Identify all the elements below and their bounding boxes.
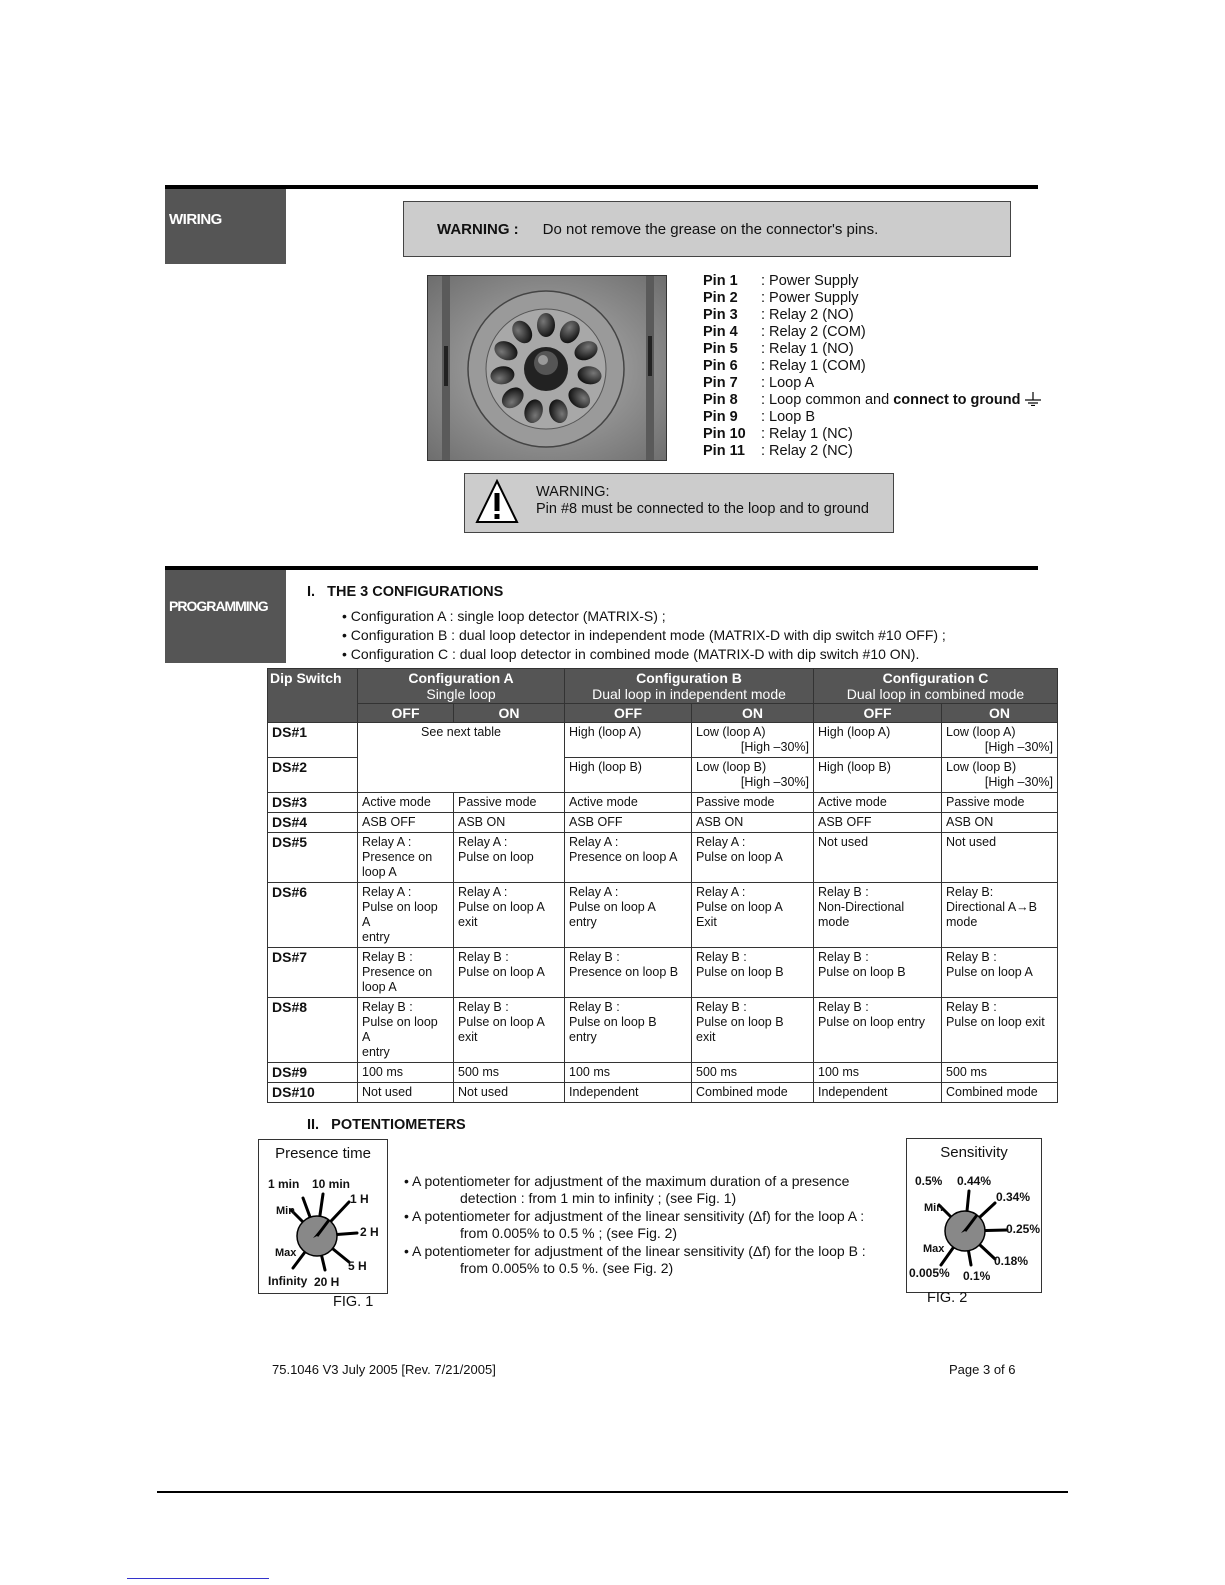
table-row bbox=[268, 793, 1058, 813]
table-cell: High (loop B) bbox=[565, 758, 692, 793]
pin-description: : Relay 2 (COM) bbox=[761, 324, 866, 340]
list-item: • A potentiometer for adjustment of the linear sensitivity (Δf) for the loop B : from 0.005% to 0.5 %. (see Fig. 2) bbox=[404, 1243, 866, 1276]
table-cell: Passive mode bbox=[942, 793, 1058, 813]
wiring-tab: WIRING bbox=[165, 189, 286, 264]
pin-number: Pin 11 bbox=[703, 443, 745, 459]
header-config-b: Configuration B Dual loop in independent mode bbox=[565, 669, 814, 704]
pin-description: : Relay 1 (NO) bbox=[761, 341, 854, 357]
fig2-label: 0.44% bbox=[957, 1174, 992, 1188]
table-cell: Combined mode bbox=[942, 1083, 1058, 1103]
table-cell: ASB ON bbox=[454, 813, 565, 833]
fig1-label: 5 H bbox=[348, 1259, 367, 1273]
table-cell: Independent bbox=[814, 1083, 942, 1103]
fig2-title: Sensitivity bbox=[940, 1144, 1008, 1161]
table-cell: High (loop A) bbox=[814, 723, 942, 758]
fig2-label: 0.18% bbox=[994, 1254, 1029, 1268]
pin-row bbox=[703, 358, 1042, 375]
fig2-label: 0.1% bbox=[963, 1269, 991, 1283]
table-cell: Relay A : Presence on loop A bbox=[565, 833, 692, 883]
table-cell: Relay B : Pulse on loop A entry bbox=[358, 998, 454, 1063]
pin-description: : Loop B bbox=[761, 409, 816, 425]
pin-row bbox=[703, 273, 1042, 290]
ds-label: DS#3 bbox=[268, 793, 358, 813]
table-cell: Relay B : Pulse on loop A bbox=[454, 948, 565, 998]
pin-description: : Relay 1 (COM) bbox=[761, 358, 866, 374]
ground-icon bbox=[1020, 392, 1042, 408]
table-cell: Active mode bbox=[358, 793, 454, 813]
footnote-link-line bbox=[127, 1578, 269, 1579]
pin-number: Pin 3 bbox=[703, 307, 738, 323]
pin-description: : Loop A bbox=[761, 375, 815, 391]
pin-description: : Power Supply bbox=[761, 290, 859, 306]
table-cell: Independent bbox=[565, 1083, 692, 1103]
pin-row bbox=[703, 324, 1042, 341]
fig2-caption: FIG. 2 bbox=[927, 1290, 968, 1306]
table-cell: Relay B : Presence on loop A bbox=[358, 948, 454, 998]
table-cell: High (loop B) bbox=[814, 758, 942, 793]
fig1-label: 1 H bbox=[350, 1192, 369, 1206]
pin-number: Pin 7 bbox=[703, 375, 738, 391]
table-cell: Passive mode bbox=[692, 793, 814, 813]
fig2-label: 0.25% bbox=[1006, 1222, 1041, 1236]
section1-title: I. THE 3 CONFIGURATIONS bbox=[307, 584, 504, 600]
table-cell: Relay A : Pulse on loop A exit bbox=[454, 883, 565, 948]
footer-doc-info: 75.1046 V3 July 2005 [Rev. 7/21/2005] bbox=[272, 1362, 496, 1377]
table-cell: 100 ms bbox=[814, 1063, 942, 1083]
table-cell: Relay B : Pulse on loop A bbox=[942, 948, 1058, 998]
table-cell: Low (loop A) [High –30%] bbox=[942, 723, 1058, 758]
fig1-title: Presence time bbox=[275, 1145, 371, 1162]
warning-text: Do not remove the grease on the connector's pins. bbox=[542, 220, 879, 238]
pin-row bbox=[703, 392, 1042, 409]
pin-number: Pin 4 bbox=[703, 324, 738, 340]
table-cell: 500 ms bbox=[692, 1063, 814, 1083]
pin-description: : Relay 2 (NC) bbox=[761, 443, 853, 459]
list-item: • A potentiometer for adjustment of the maximum duration of a presence detection : from 1 min to infinity ; (see Fig. 1) bbox=[404, 1173, 850, 1206]
table-cell: Relay A : Pulse on loop A entry bbox=[358, 883, 454, 948]
programming-tab: PROGRAMMING bbox=[165, 570, 286, 663]
table-row bbox=[268, 1083, 1058, 1103]
sensitivity-dial bbox=[906, 1138, 1042, 1293]
pin-row bbox=[703, 290, 1042, 307]
table-row bbox=[268, 723, 1058, 758]
table-cell: Relay B : Pulse on loop entry bbox=[814, 998, 942, 1063]
table-cell: ASB OFF bbox=[814, 813, 942, 833]
table-cell: 100 ms bbox=[358, 1063, 454, 1083]
table-row bbox=[268, 1063, 1058, 1083]
pin-description: : Power Supply bbox=[761, 273, 859, 289]
pin-row bbox=[703, 426, 1042, 443]
fig1-label: Max bbox=[275, 1247, 297, 1259]
table-cell: Relay B : Non-Directional mode bbox=[814, 883, 942, 948]
config-b-item: • Configuration B : dual loop detector in independent mode (MATRIX-D with dip switch #10 OFF) ; bbox=[342, 627, 946, 643]
header-config-a: Configuration A Single loop bbox=[358, 669, 565, 704]
pin-row bbox=[703, 307, 1042, 324]
header-c-on: ON bbox=[942, 704, 1058, 723]
footer-page-number: Page 3 of 6 bbox=[949, 1362, 1016, 1377]
fig1-label: 2 H bbox=[360, 1225, 379, 1239]
table-cell: Relay A : Presence on loop A bbox=[358, 833, 454, 883]
ds-label: DS#5 bbox=[268, 833, 358, 883]
dip-switch-table bbox=[267, 668, 1058, 1103]
fig1-caption: FIG. 1 bbox=[333, 1294, 374, 1310]
ds-label: DS#2 bbox=[268, 758, 358, 793]
pin-description: : Loop common and connect to ground bbox=[761, 392, 1042, 409]
table-row bbox=[268, 998, 1058, 1063]
config-c-item: • Configuration C : dual loop detector in combined mode (MATRIX-D with dip switch #10 ON). bbox=[342, 646, 920, 662]
pin-number: Pin 2 bbox=[703, 290, 738, 306]
table-cell: Not used bbox=[942, 833, 1058, 883]
config-a-item: • Configuration A : single loop detector (MATRIX-S) ; bbox=[342, 608, 666, 624]
table-cell: ASB OFF bbox=[358, 813, 454, 833]
warning-triangle-icon bbox=[475, 479, 519, 525]
table-cell: Combined mode bbox=[692, 1083, 814, 1103]
connector-pin bbox=[537, 313, 555, 337]
table-cell: Low (loop A) [High –30%] bbox=[692, 723, 814, 758]
table-cell: Relay B : Pulse on loop A exit bbox=[454, 998, 565, 1063]
fig1-label: 20 H bbox=[314, 1275, 340, 1289]
pin-list bbox=[703, 273, 1042, 460]
pin-row bbox=[703, 341, 1042, 358]
pin-row bbox=[703, 375, 1042, 392]
table-cell: Relay A : Pulse on loop A Exit bbox=[692, 883, 814, 948]
ds-label: DS#8 bbox=[268, 998, 358, 1063]
header-b-on: ON bbox=[692, 704, 814, 723]
fig2-label: Min bbox=[924, 1202, 943, 1214]
list-item: • A potentiometer for adjustment of the linear sensitivity (Δf) for the loop A : from 0.005% to 0.5 % ; (see Fig. 2) bbox=[404, 1208, 865, 1241]
header-a-on: ON bbox=[454, 704, 565, 723]
table-cell: Relay A : Pulse on loop A entry bbox=[565, 883, 692, 948]
fig1-label: Infinity bbox=[268, 1274, 308, 1288]
warning-label: WARNING : bbox=[437, 220, 519, 238]
ds-label: DS#7 bbox=[268, 948, 358, 998]
pin-number: Pin 10 bbox=[703, 426, 746, 442]
table-row bbox=[268, 883, 1058, 948]
header-config-c: Configuration C Dual loop in combined mode bbox=[814, 669, 1058, 704]
table-cell: Not used bbox=[358, 1083, 454, 1103]
ds-label: DS#1 bbox=[268, 723, 358, 758]
table-row bbox=[268, 948, 1058, 998]
pin-number: Pin 9 bbox=[703, 409, 738, 425]
ground-warning-box bbox=[464, 473, 894, 533]
table-cell: ASB ON bbox=[692, 813, 814, 833]
table-cell: Relay B : Pulse on loop B exit bbox=[692, 998, 814, 1063]
presence-time-dial bbox=[258, 1139, 388, 1294]
header-b-off: OFF bbox=[565, 704, 692, 723]
table-cell: Low (loop B) [High –30%] bbox=[942, 758, 1058, 793]
pin-number: Pin 1 bbox=[703, 273, 738, 289]
see-next-table-cell: See next table bbox=[358, 723, 565, 793]
pin-description: : Relay 1 (NC) bbox=[761, 426, 853, 442]
table-cell: Not used bbox=[454, 1083, 565, 1103]
table-cell: 500 ms bbox=[454, 1063, 565, 1083]
table-cell: Relay A : Pulse on loop bbox=[454, 833, 565, 883]
pin-row bbox=[703, 443, 1042, 460]
wiring-top-rule bbox=[165, 185, 1038, 189]
table-cell: Relay B : Pulse on loop B bbox=[692, 948, 814, 998]
pin-number: Pin 5 bbox=[703, 341, 738, 357]
table-cell: Relay A : Pulse on loop A bbox=[692, 833, 814, 883]
table-cell: Relay B : Pulse on loop exit bbox=[942, 998, 1058, 1063]
table-cell: Relay B : Presence on loop B bbox=[565, 948, 692, 998]
bottom-rule bbox=[157, 1491, 1068, 1493]
table-cell: Active mode bbox=[565, 793, 692, 813]
pin-number: Pin 6 bbox=[703, 358, 738, 374]
grease-warning-box bbox=[403, 201, 1011, 257]
ds-label: DS#9 bbox=[268, 1063, 358, 1083]
table-cell: Active mode bbox=[814, 793, 942, 813]
warning2-text: Pin #8 must be connected to the loop and to ground bbox=[536, 501, 869, 517]
warning2-label: WARNING: bbox=[536, 484, 610, 500]
table-cell: Relay B : Pulse on loop B bbox=[814, 948, 942, 998]
connector-illustration bbox=[428, 276, 667, 461]
connector-photo bbox=[427, 275, 667, 461]
pin-description: : Relay 2 (NO) bbox=[761, 307, 854, 323]
header-a-off: OFF bbox=[358, 704, 454, 723]
table-cell: ASB OFF bbox=[565, 813, 692, 833]
table-row bbox=[268, 813, 1058, 833]
ds-label: DS#4 bbox=[268, 813, 358, 833]
fig1-label: Min bbox=[276, 1205, 295, 1217]
ds-label: DS#6 bbox=[268, 883, 358, 948]
header-dip-switch: Dip Switch bbox=[268, 669, 358, 723]
header-c-off: OFF bbox=[814, 704, 942, 723]
table-cell: Passive mode bbox=[454, 793, 565, 813]
pin-row bbox=[703, 409, 1042, 426]
fig2-label: 0.005% bbox=[909, 1266, 950, 1280]
fig2-label: 0.5% bbox=[915, 1174, 943, 1188]
table-cell: Relay B: Directional A→B mode bbox=[942, 883, 1058, 948]
programming-top-rule bbox=[165, 566, 1038, 570]
fig1-label: 10 min bbox=[312, 1177, 351, 1191]
table-cell: 500 ms bbox=[942, 1063, 1058, 1083]
potentiometer-list bbox=[404, 1173, 866, 1278]
pin-number: Pin 8 bbox=[703, 392, 738, 408]
table-cell: Not used bbox=[814, 833, 942, 883]
fig1-label: 1 min bbox=[268, 1177, 300, 1191]
ds-label: DS#10 bbox=[268, 1083, 358, 1103]
fig2-label: Max bbox=[923, 1243, 945, 1255]
table-cell: ASB ON bbox=[942, 813, 1058, 833]
configuration-list bbox=[342, 607, 946, 664]
table-cell: Relay B : Pulse on loop B entry bbox=[565, 998, 692, 1063]
table-cell: 100 ms bbox=[565, 1063, 692, 1083]
table-cell: High (loop A) bbox=[565, 723, 692, 758]
table-cell: Low (loop B) [High –30%] bbox=[692, 758, 814, 793]
section2-title: II. POTENTIOMETERS bbox=[307, 1117, 466, 1133]
table-row bbox=[268, 833, 1058, 883]
fig2-label: 0.34% bbox=[996, 1190, 1031, 1204]
